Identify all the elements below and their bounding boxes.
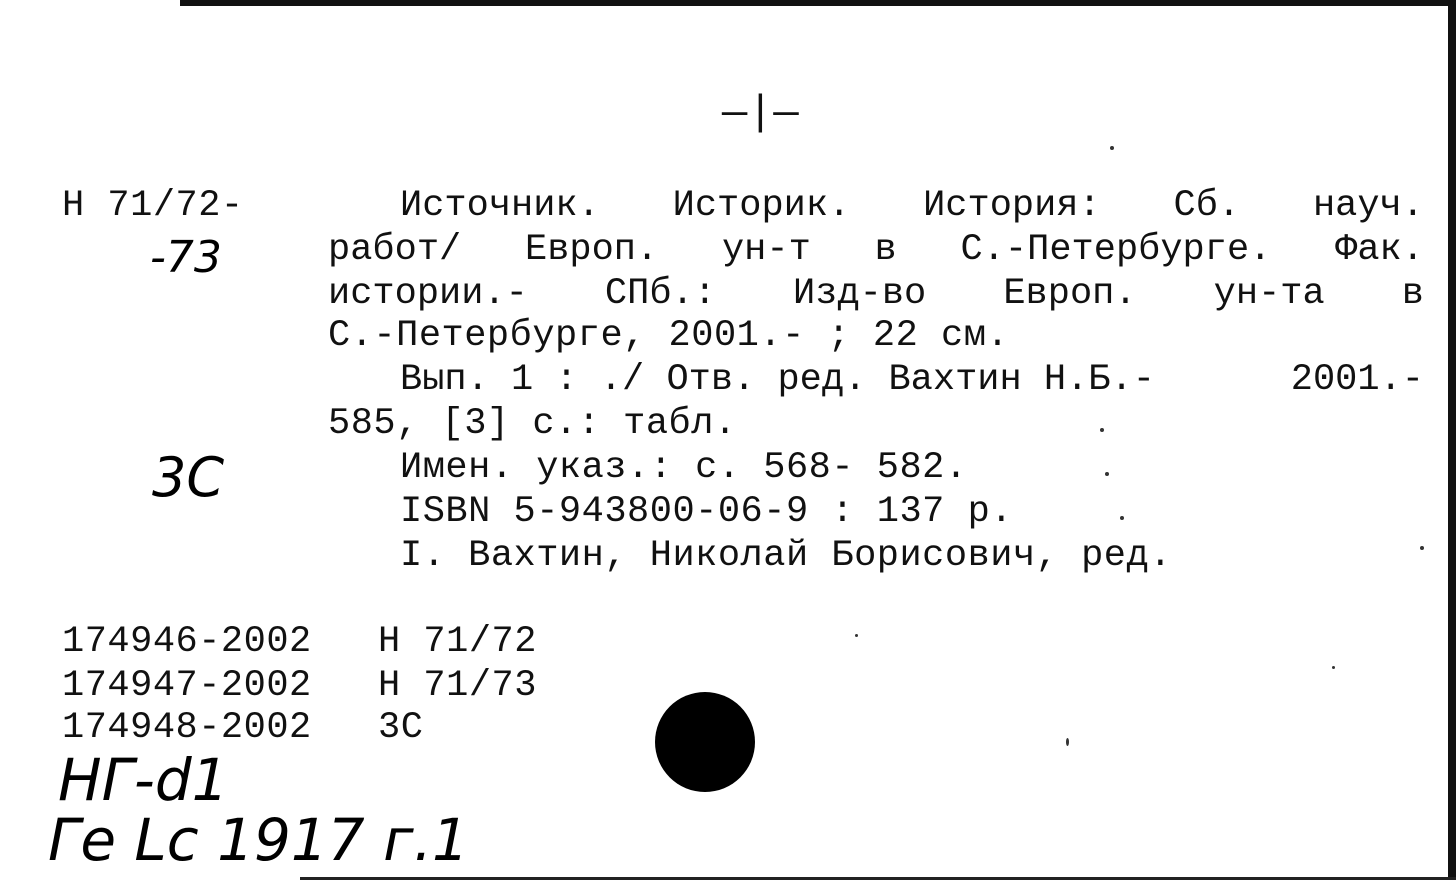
entry-word: Европ. xyxy=(524,229,659,271)
entry-word: С.-Петербурге. xyxy=(960,229,1272,271)
entry-line-5 xyxy=(400,359,1424,401)
scan-speck xyxy=(855,634,858,637)
scan-border-right xyxy=(1448,0,1456,880)
entry-word: истории.- xyxy=(328,273,528,315)
inventory-number: 174946-2002 xyxy=(62,621,312,663)
scan-speck xyxy=(1120,516,1124,520)
call-number-continued: -73 xyxy=(150,232,222,283)
entry-word: ун-т xyxy=(721,229,811,271)
entry-word: Фак. xyxy=(1335,229,1424,271)
entry-line-1 xyxy=(400,185,1424,227)
entry-line-4: С.-Петербурге, 2001.- ; 22 см. xyxy=(328,315,1010,357)
handwritten-note: НГ-d1 xyxy=(58,746,229,814)
inventory-shelf: Н 71/72 xyxy=(378,621,537,663)
entry-line-8: ISBN 5-943800-06-9 : 137 р. xyxy=(400,491,1013,533)
scan-speck xyxy=(1332,666,1335,669)
inventory-shelf: Н 71/73 xyxy=(378,665,537,707)
entry-line-3 xyxy=(328,273,1424,315)
handwritten-note: Ге Lc 1917 г.1 xyxy=(48,806,469,874)
entry-word: Источник. xyxy=(400,185,600,227)
entry-word: в xyxy=(874,229,897,271)
entry-line-6: 585, [3] с.: табл. xyxy=(328,403,737,445)
entry-word: СПб.: xyxy=(604,273,716,315)
scan-speck xyxy=(1100,428,1104,432)
call-number: Н 71/72- xyxy=(62,185,244,227)
scan-speck xyxy=(1066,738,1069,746)
card-number: —|— xyxy=(722,89,800,137)
entry-word: Европ. xyxy=(1003,273,1137,315)
inventory-shelf: 3С xyxy=(378,707,424,749)
entry-line-7: Имен. указ.: с. 568- 582. xyxy=(400,447,968,489)
scan-speck xyxy=(1110,146,1114,150)
scan-speck xyxy=(1105,472,1109,476)
scan-border-top xyxy=(180,0,1456,6)
entry-word: ун-та xyxy=(1213,273,1325,315)
entry-line-2 xyxy=(328,229,1424,271)
handwritten-code: 3С xyxy=(152,446,225,509)
entry-word: Историк. xyxy=(672,185,851,227)
entry-word: науч. xyxy=(1312,185,1424,227)
entry-line-9: I. Вахтин, Николай Борисович, ред. xyxy=(400,535,1172,577)
entry-word: в xyxy=(1401,273,1424,315)
entry-word: работ/ xyxy=(328,229,462,271)
entry-segment: 2001.- xyxy=(1290,359,1424,401)
inventory-number: 174947-2002 xyxy=(62,665,312,707)
entry-word: Сб. xyxy=(1173,185,1241,227)
entry-segment: Вып. 1 : ./ Отв. ред. Вахтин Н.Б.- xyxy=(400,359,1155,401)
punch-hole xyxy=(655,692,755,792)
scan-speck xyxy=(1420,546,1424,550)
entry-word: История: xyxy=(923,185,1101,227)
inventory-number: 174948-2002 xyxy=(62,707,312,749)
entry-word: Изд-во xyxy=(793,273,927,315)
